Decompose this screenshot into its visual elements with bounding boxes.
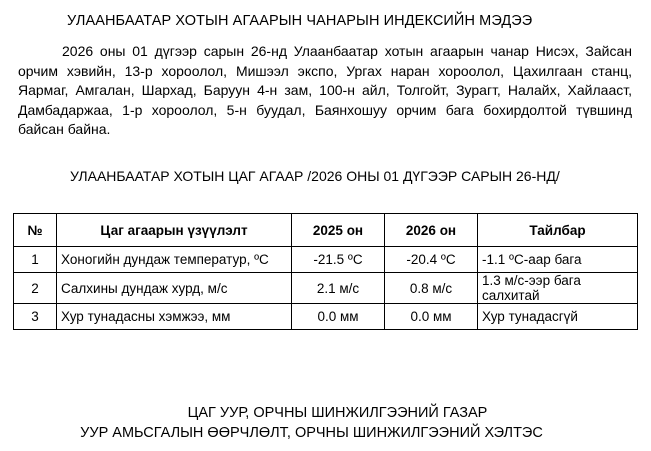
table-row: [14, 247, 638, 273]
cell-year-2026: 0.0 мм: [385, 304, 478, 330]
cell-indicator: Хур тунадасны хэмжээ, мм: [57, 304, 292, 330]
table-header-row: [14, 214, 638, 247]
cell-year-2026: -20.4 ºС: [385, 247, 478, 273]
header-indicator: Цаг агаарын үзүүлэлт: [57, 214, 292, 247]
table-row: [14, 304, 638, 330]
cell-year-2026: 0.8 м/с: [385, 273, 478, 304]
header-year-2026: 2026 он: [385, 214, 478, 247]
cell-number: 1: [14, 247, 57, 273]
cell-number: 3: [14, 304, 57, 330]
footer-organization: ЦАГ УУР, ОРЧНЫ ШИНЖИЛГЭЭНИЙ ГАЗАР: [187, 405, 488, 421]
footer-department: УУР АМЬСГАЛЫН ӨӨРЧЛӨЛТ, ОРЧНЫ ШИНЖИЛГЭЭНИЙ ХЭЛТЭС: [80, 425, 543, 441]
weather-table-title: УЛААНБААТАР ХОТЫН ЦАГ АГААР /2026 ОНЫ 01 ДҮГЭЭР САРЫН 26-НД/: [70, 168, 560, 184]
intro-paragraph: 2026 оны 01 дүгээр сарын 26-нд Улаанбаатар хотын агаарын чанар Нисэх, Зайсан орчим хэвийн, 13-р хороолол, Мишээл экспо, Ургах наран хороолол, Цахилгаан станц, Яармаг, Амгалан, Шархад, Баруун 4-н зам, 100-н айл, Толгойт, Зурагт, Налайх, Хайлааст, Дамбадаржаа, 1-р хороолол, 5-н буудал, Баянхошуу орчим бага бохирдолтой түвшинд байсан байна.: [18, 43, 632, 137]
cell-year-2025: 0.0 мм: [292, 304, 385, 330]
header-number: №: [14, 214, 57, 247]
weather-table: [13, 213, 638, 330]
document-title: УЛААНБААТАР ХОТЫН АГААРЫН ЧАНАРЫН ИНДЕКСИЙН МЭДЭЭ: [67, 13, 533, 29]
cell-indicator: Хоногийн дундаж температур, ºС: [57, 247, 292, 273]
table-row: [14, 273, 638, 304]
cell-year-2025: 2.1 м/с: [292, 273, 385, 304]
cell-note: Хур тунадасгүй: [478, 304, 638, 330]
cell-note: 1.3 м/с-ээр бага салхитай: [478, 273, 638, 304]
cell-indicator: Салхины дундаж хурд, м/с: [57, 273, 292, 304]
cell-number: 2: [14, 273, 57, 304]
cell-note: -1.1 ºС-аар бага: [478, 247, 638, 273]
header-year-2025: 2025 он: [292, 214, 385, 247]
cell-year-2025: -21.5 ºС: [292, 247, 385, 273]
header-note: Тайлбар: [478, 214, 638, 247]
